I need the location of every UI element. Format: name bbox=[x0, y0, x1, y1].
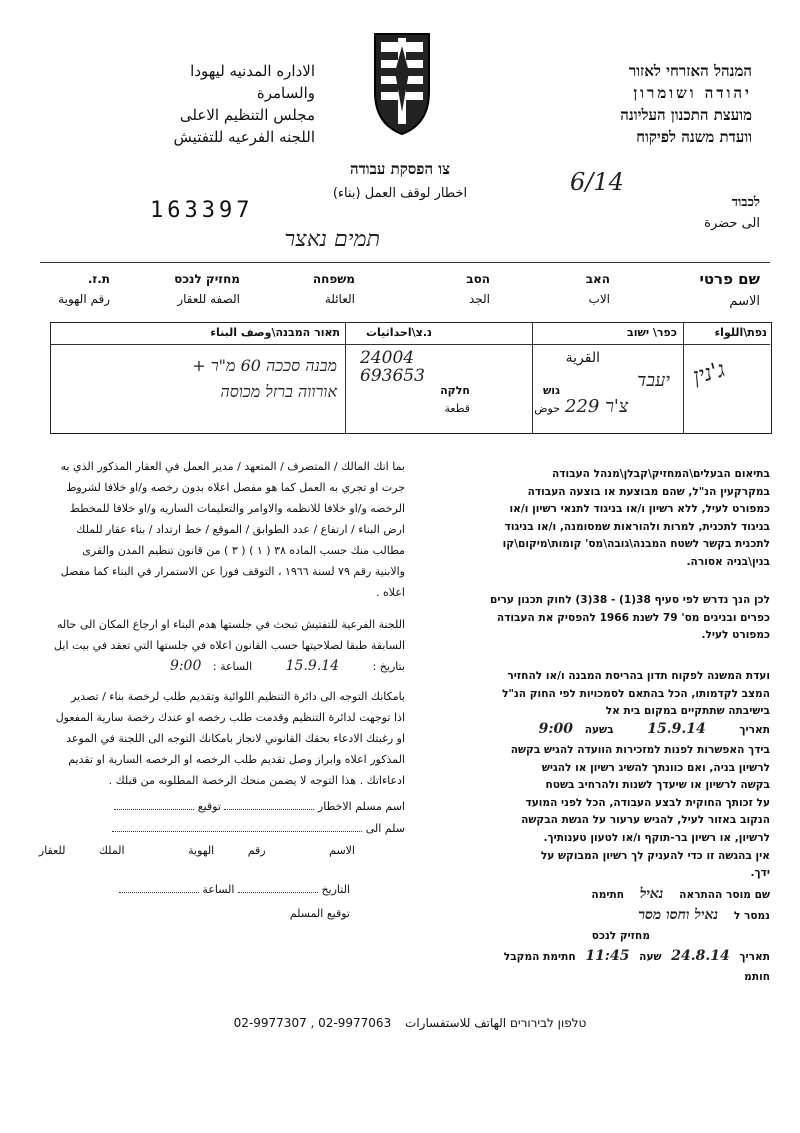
document-title-arabic: اخطار لوقف العمل (بناء) bbox=[332, 186, 468, 201]
village-label-ar: القرية bbox=[565, 350, 600, 366]
to-label-hebrew: לכבוד bbox=[731, 195, 760, 210]
text-line: הנקוב באזור לעיל, להגיש ערעור על הגשת הבקשה bbox=[521, 814, 770, 827]
hour-value: 9:00 bbox=[169, 658, 202, 674]
date-value: 15.9.14 bbox=[285, 658, 340, 674]
label-he: הסב bbox=[466, 272, 490, 286]
sign-label: توقيع bbox=[197, 800, 221, 813]
label-ar: الاسم bbox=[729, 294, 760, 309]
text-line: המצב לקדמותו, הכל בהתאם לסמכויות לפי החוק הנ"ל bbox=[502, 687, 770, 700]
text-line: السابقة طبقا لصلاحيتها حسب القانون اعلاه في جلستها التي تعقد في بيت ايل bbox=[54, 639, 405, 652]
hour-label: الساعة bbox=[202, 883, 235, 896]
text-line: בתיאום הבעלים\המחזיק\קבלן\מנהל העבודה bbox=[551, 468, 770, 480]
date-blank bbox=[238, 892, 318, 893]
structure-description-line: אורווה ברזל מכוסה bbox=[220, 382, 337, 401]
receiver-signature-label: توقيع المسلم bbox=[289, 907, 350, 920]
hour-label: בשעה bbox=[584, 723, 614, 736]
col-id-label: رقم الهوية bbox=[188, 844, 266, 857]
label-he: מחזיק לנכס bbox=[174, 272, 240, 286]
father-label bbox=[550, 272, 610, 306]
delivery-line bbox=[30, 796, 405, 818]
structure-description-line: מבנה סככה 60 מ"ר + bbox=[192, 356, 337, 375]
hebrew-header-line: מועצת התכנון העליונה bbox=[620, 106, 752, 124]
to-label: سلم الى bbox=[365, 822, 405, 835]
hour-label: الساعة : bbox=[212, 660, 253, 673]
row-separator bbox=[40, 262, 770, 263]
delivery-line bbox=[432, 905, 770, 926]
label-ar: الصفه للعقار bbox=[177, 292, 240, 306]
label-ar: العائلة bbox=[324, 292, 355, 306]
text-line: اعلاه . bbox=[376, 586, 405, 599]
signature-label: חתימה bbox=[591, 889, 624, 901]
hour-value: 11:45 bbox=[585, 948, 630, 964]
deliverer-blank bbox=[224, 809, 314, 810]
col-name-label: الاسم bbox=[329, 844, 355, 857]
holder-label bbox=[150, 272, 240, 306]
text-line: او رغبتك الادعاء بحقك القانوني لانجاز بامكانك التوجه الى اللجنة في الموعد bbox=[66, 732, 405, 745]
footer bbox=[150, 1016, 670, 1030]
text-line: בניגוד לתכנית, למרות ולהוראות שמסומנה, ו/או בניגוד bbox=[504, 520, 770, 533]
col-divider bbox=[345, 322, 346, 434]
block-label-he: גוש bbox=[542, 384, 560, 397]
label-he: האב bbox=[585, 272, 610, 286]
date-label: תאריך bbox=[739, 951, 770, 963]
arabic-header-line: اللجنه الفرعيه للتفتيش bbox=[173, 128, 315, 146]
date-value: 15.9.14 bbox=[647, 720, 706, 737]
footer-label: טלפון לבירורים الهاتف للاستفسارات bbox=[405, 1016, 587, 1030]
text-line: المذكور اعلاه وابراز وصل تقديم طلب الرخصه او الرخصه السارية او تقديم bbox=[68, 753, 405, 766]
text-line: לרשיון בניה, ואם כוונתך להשיג רשיון או להגיש bbox=[541, 761, 770, 774]
label-he: שם פרטי bbox=[699, 270, 760, 288]
village-label-he: כפר\ ישוב bbox=[627, 326, 677, 339]
footer-phones: 02-9977307 , 02-9977063 bbox=[233, 1016, 392, 1030]
hebrew-body-1 bbox=[432, 466, 770, 572]
arabic-body-3 bbox=[30, 686, 405, 791]
arabic-date-block bbox=[30, 878, 350, 926]
village-value: יעבד bbox=[637, 370, 670, 391]
hebrew-header bbox=[492, 60, 752, 148]
col-divider bbox=[683, 322, 684, 434]
document-number: 163397 bbox=[150, 198, 254, 223]
text-line: ועדת המשנה לפקוח תדון בהריסת המבנה ו/או להחזיר bbox=[507, 670, 770, 682]
text-line: اللجنة الفرعية للتفتيش تبحث في جلستها هدم البناء او ارجاع المكان الى حاله bbox=[56, 618, 405, 631]
text-line: ادعاءاتك . هذا التوجه لا يضمن منحك الرخصة المطلوبه من قبلك . bbox=[108, 774, 405, 787]
label-he: ת.ז. bbox=[87, 272, 110, 286]
text-line: על זכותך החוקית לבצע העבודה, הכל לפני המועד bbox=[525, 796, 770, 809]
label-ar: الاب bbox=[588, 292, 610, 306]
text-line: بامكانك التوجه الى دائرة التنظيم اللوائية وتقديم طلب لرخصة بناء / تصدير bbox=[71, 690, 405, 703]
hebrew-body-3 bbox=[432, 668, 770, 739]
label-ar: الجد bbox=[468, 292, 490, 306]
parcel-label-he: חלקה bbox=[440, 384, 470, 397]
arabic-header-line: والسامرة bbox=[256, 84, 315, 102]
to-label-arabic: الى حضرة bbox=[704, 216, 760, 231]
delivery-line bbox=[30, 818, 405, 840]
date-label: بتاريخ : bbox=[372, 660, 405, 673]
hebrew-body-4 bbox=[432, 742, 770, 883]
delivery-line bbox=[432, 884, 770, 905]
row-separator bbox=[50, 344, 770, 345]
text-line: לכן הנך נדרש לפי סעיף 38(1) - 38(3) לחוק תכנון ערים bbox=[490, 594, 770, 606]
delivery-line bbox=[30, 878, 350, 902]
arabic-delivery-block bbox=[30, 796, 405, 862]
text-line: בנין\בניה אסורה. bbox=[686, 555, 770, 568]
arabic-header bbox=[55, 60, 315, 148]
text-line: כמפורט לעיל, ללא רשיון ו/או בניגוד לתנאי רשיון ו/או bbox=[509, 503, 770, 516]
id-label bbox=[40, 272, 110, 306]
text-line: לרשיון, או רשיון בר-תוקף ו/או לטעון טענותיך. bbox=[543, 831, 770, 844]
coordinates-label: נ.צ\احداثيات bbox=[366, 326, 432, 339]
meeting-line bbox=[432, 721, 770, 740]
recipient-handwritten-name: תמים נאצר bbox=[284, 227, 380, 252]
hour-value: 9:00 bbox=[538, 720, 574, 737]
date-value: 24.8.14 bbox=[671, 948, 730, 964]
district-label: נפת\اللواء bbox=[714, 326, 767, 339]
receiver-signature-label: חתימת המקבל bbox=[503, 951, 576, 963]
handwritten-date: 6/14 bbox=[570, 168, 624, 196]
civil-administration-emblem bbox=[373, 32, 431, 136]
text-line: כפרים ובנינים מס' 79 לשנת 1966 להפסיק את העבודה bbox=[496, 611, 770, 624]
col-divider bbox=[532, 322, 533, 434]
coordinate-x: 24004 bbox=[360, 348, 415, 368]
text-line: בידך האפשרות לפנות למזכירות הוועדה להגיש בקשה bbox=[510, 744, 770, 756]
hebrew-delivery-block bbox=[432, 884, 770, 987]
deliverer-value: נאיל bbox=[639, 886, 664, 902]
block-parcel-value: צ'ר 229 bbox=[565, 396, 629, 417]
grandfather-label bbox=[430, 272, 490, 306]
text-line: בישיבתה שתתקיים במקום בית אל bbox=[605, 705, 770, 718]
text-line: בקשה לרשיון או שיעדך לשנות ולהרחיב בשטח bbox=[545, 779, 770, 792]
arabic-body-1 bbox=[30, 456, 405, 603]
hour-blank bbox=[119, 892, 199, 893]
coordinate-y: 693653 bbox=[360, 366, 425, 386]
hour-label: שעה bbox=[639, 951, 662, 963]
to-blank bbox=[112, 831, 362, 832]
arabic-body-2 bbox=[30, 614, 405, 677]
stamp-label: חותמ bbox=[744, 971, 770, 983]
date-label: التاريخ bbox=[321, 883, 350, 896]
text-line: اذا توجهت لدائرة التنظيم وقدمت طلب رخصه او عندك رخصة سارية المفعول bbox=[55, 711, 405, 724]
holder-line: מחזיק לנכס bbox=[591, 930, 650, 942]
text-line: والابنية رقم ٧٩ لسنة ١٩٦٦ ، التوقف فورا عن الاستمرار في البناء كما مفصل bbox=[60, 565, 405, 578]
block-label-ar: حوض bbox=[534, 402, 560, 415]
arabic-header-line: مجلس التنظيم الاعلى bbox=[179, 106, 315, 124]
hebrew-header-line: יהודה ושומרון bbox=[633, 84, 752, 102]
deliverer-label: שם מוסר ההתראה bbox=[679, 889, 770, 901]
col-owner-label: الملك للعقار bbox=[38, 844, 125, 857]
text-line: ידך. bbox=[750, 867, 770, 880]
delivery-line bbox=[432, 946, 770, 967]
text-line: במקרקעין הנ"ל, שהם מבוצעת או בוצעה העבודה bbox=[527, 485, 770, 498]
delivered-to-value: נאיל וחסו מסר bbox=[638, 907, 719, 923]
deliverer-label: اسم مسلم الاخطار bbox=[317, 800, 405, 813]
text-line: مطالب منك حسب الماده ٣٨ ( ١ ) ( ٣ ) من قانون تنظيم المدن والقرى bbox=[82, 544, 405, 557]
text-line: ارض البناء / ارتفاع / عدد الطوابق / الموقع / خط ارتداد / بناء عقار للملك bbox=[76, 523, 405, 536]
sign-blank bbox=[114, 809, 194, 810]
parcel-label-ar: قطعة bbox=[444, 402, 470, 415]
columns-line bbox=[30, 840, 405, 862]
text-line: לתכנית בקשר לשטח המבנה\גובה\מס' קומות\מיקום\קו bbox=[502, 538, 770, 551]
meeting-line bbox=[30, 656, 405, 677]
text-line: الرخصه و/او خلافا للانظمه والاوامر والتعليمات الساريه و/او خلافا للمخطط bbox=[69, 502, 405, 515]
text-line: אין בהגשה זו כדי להעניק לך רשיון המבוקש על bbox=[540, 849, 770, 862]
hebrew-body-2 bbox=[432, 592, 770, 645]
first-name-label bbox=[675, 270, 760, 309]
text-line: جرت او تجري به العمل كما هو مفصل اعلاه بدون رخصه و/او خلافا لشروط bbox=[66, 481, 405, 494]
text-line: כמפורט לעיל. bbox=[701, 629, 770, 642]
document-title-hebrew: צו הפסקת עבודה bbox=[349, 160, 451, 178]
label-ar: رقم الهوية bbox=[58, 292, 110, 306]
label-he: משפחה bbox=[312, 272, 355, 286]
text-line: بما انك المالك / المتصرف / المتعهد / مدير العمل في العقار المذكور الذي به bbox=[60, 460, 405, 473]
family-label bbox=[285, 272, 355, 306]
district-value: ג'נין bbox=[690, 357, 728, 390]
hebrew-header-line: המנהל האזרחי לאזור bbox=[628, 62, 752, 80]
arabic-header-line: الاداره المدنيه ليهودا bbox=[190, 62, 315, 80]
structure-description-label: תאור המבנה\وصف البناء bbox=[210, 326, 340, 339]
hebrew-header-line: וועדת משנה לפיקוח bbox=[636, 128, 752, 146]
delivered-to-label: נמסר ל bbox=[733, 910, 770, 922]
date-label: תאריך bbox=[739, 723, 770, 736]
